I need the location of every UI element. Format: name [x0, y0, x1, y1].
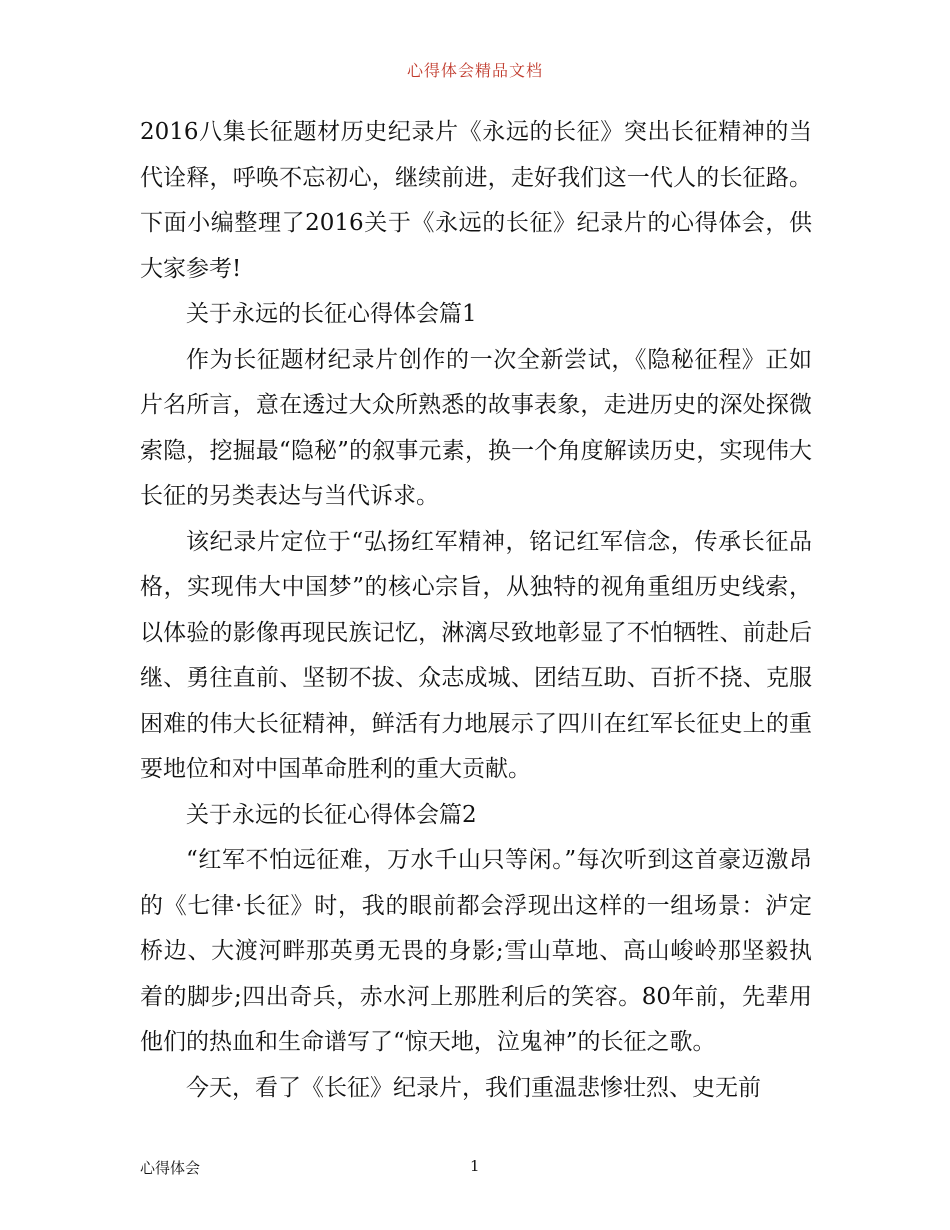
paragraph: 2016八集长征题材历史纪录片《永远的长征》突出长征精神的当代诠释，呼唤不忘初心，继续前进，走好我们这一代人的长征路。下面小编整理了2016关于《永远的长征》纪录片的心得体会，供大家参考! [140, 119, 812, 282]
section-heading: 关于永远的长征心得体会篇2 [186, 801, 477, 828]
page-number: 1 [470, 1157, 480, 1175]
header-title: 心得体会精品文档 [406, 61, 543, 80]
paragraph: 该纪录片定位于“弘扬红军精神，铭记红军信念，传承长征品格，实现伟大中国梦”的核心宗旨，从独特的视角重组历史线索，以体验的影像再现民族记忆，淋漓尽致地彰显了不怕牺牲、前赴后继、勇往直前、坚韧不拔、众志成城、团结互助、百折不挠、克服困难的伟大长征精神，鲜活有力地展示了四川在红军长征史上的重要地位和对中国革命胜利的重大贡献。 [140, 528, 812, 782]
document-body [140, 110, 812, 1111]
paragraph: 今天，看了《长征》纪录片，我们重温悲惨壮烈、史无前 [186, 1074, 761, 1101]
paragraph: 作为长征题材纪录片创作的一次全新尝试，《隐秘征程》正如片名所言，意在透过大众所熟悉的故事表象，走进历史的深处探微索隐，挖掘最“隐秘”的叙事元素，换一个角度解读历史，实现伟大长征的另类表达与当代诉求。 [140, 346, 812, 509]
footer-label: 心得体会 [140, 1159, 201, 1177]
section-heading: 关于永远的长征心得体会篇1 [186, 301, 477, 327]
paragraph: “红军不怕远征难，万水千山只等闲。”每次听到这首豪迈激昂的《七律·长征》时，我的眼前都会浮现出这样的一组场景：泸定桥边、大渡河畔那英勇无畏的身影;雪山草地、高山峻岭那坚毅执着的脚步;四出奇兵，赤水河上那胜利后的笑容。80年前，先辈用他们的热血和生命谱写了“惊天地，泣鬼神”的长征之歌。 [140, 847, 812, 1055]
